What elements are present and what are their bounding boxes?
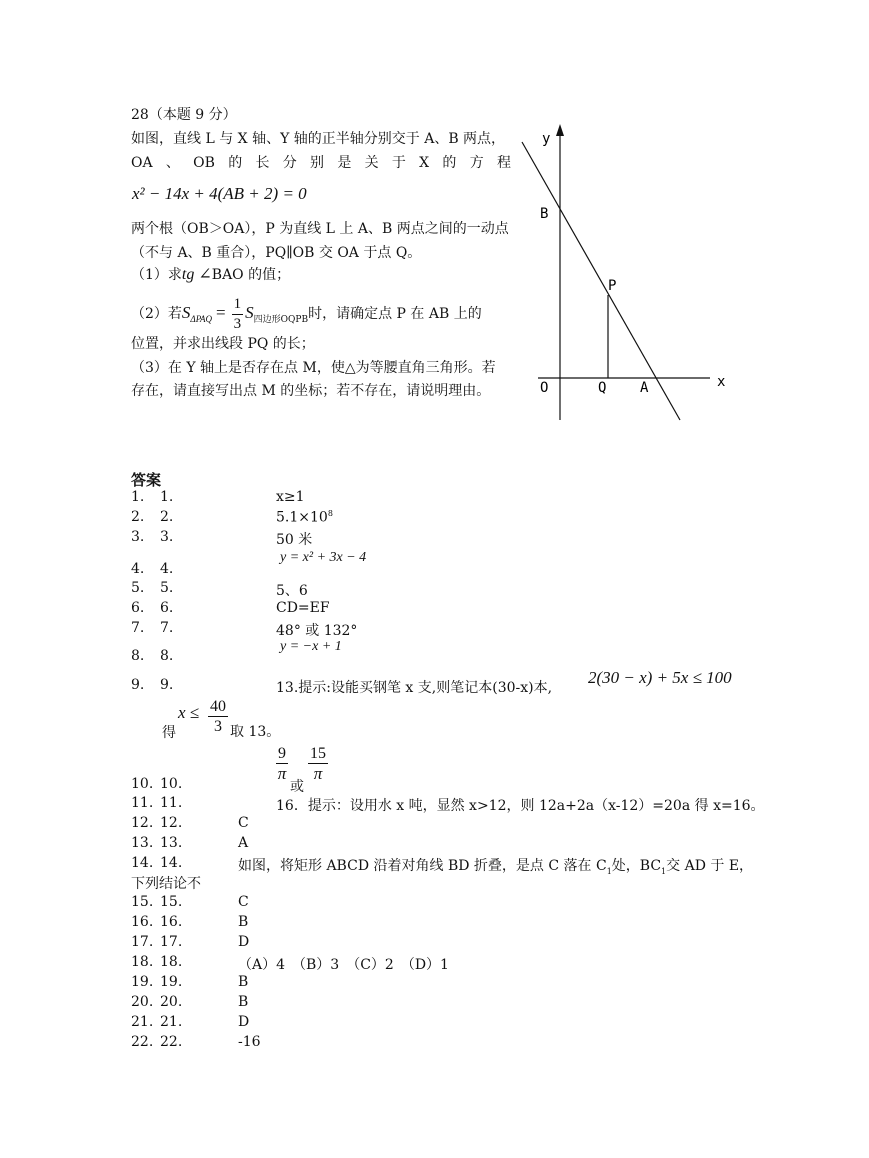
answer-14-continuation: 下列结论不	[131, 876, 201, 892]
word: 的	[228, 155, 243, 171]
label-b: B	[540, 206, 549, 222]
word: X	[419, 155, 430, 171]
answer-index: 14.	[160, 855, 183, 871]
q1-suffix: BAO 的值；	[211, 267, 291, 283]
answer-index: 10.	[160, 776, 183, 792]
answer-index: 13.	[160, 835, 183, 851]
word: 程	[496, 155, 511, 171]
answer-exponent: 8	[327, 509, 333, 518]
a14-text-1: 如图，将矩形 ABCD 沿着对角线 BD 折叠，是点 C 落在 C	[238, 858, 607, 874]
answer-index: 11.	[160, 795, 183, 811]
answer-number: 8.	[131, 648, 145, 664]
answer-value: 48° 或 132°	[276, 623, 358, 639]
question-2-line-2: 位置，并求出线段 PQ 的长；	[131, 336, 315, 352]
a9-le: ≤	[190, 703, 200, 722]
a9-frac-den: 3	[214, 718, 222, 735]
answer-row	[0, 744, 869, 794]
answer-number: 3.	[131, 529, 145, 545]
word: 别	[310, 155, 325, 171]
a10-frac2-num: 15	[310, 745, 326, 762]
a14-sub-1: 1	[606, 866, 612, 876]
q1-prefix: （1）求	[131, 267, 182, 283]
answer-row	[0, 894, 869, 914]
answer-row	[0, 550, 869, 577]
answer-row	[0, 1034, 869, 1054]
a10-frac2-den: π	[313, 764, 323, 783]
answer-index: 18.	[160, 954, 183, 970]
answer-number: 5.	[131, 580, 145, 596]
answer-number: 4.	[131, 561, 145, 577]
q2-frac-num: 1	[232, 295, 244, 315]
answer-number: 21.	[131, 1014, 154, 1030]
answer-index: 8.	[160, 648, 174, 664]
answer-index: 9.	[160, 677, 174, 693]
label-q: Q	[598, 380, 607, 396]
a9-var: x	[178, 703, 186, 722]
answer-value: 16．提示：设用水 x 吨，显然 x>12，则 12a+2a（x-12）=20a 得 x=16。	[276, 798, 765, 814]
word: 、	[165, 155, 180, 171]
answer-number: 12.	[131, 815, 154, 831]
answer-index: 6.	[160, 600, 174, 616]
question-2	[131, 294, 482, 339]
answer-row	[0, 489, 869, 509]
answer-index: 7.	[160, 620, 174, 636]
q2-fraction	[232, 295, 244, 334]
word: 于	[391, 155, 406, 171]
answer-value: 5、6	[276, 583, 308, 599]
answer-row	[0, 509, 869, 529]
answer-index: 19.	[160, 974, 183, 990]
word: 是	[337, 155, 352, 171]
a9-frac-num: 40	[210, 698, 226, 715]
a10-fraction-2	[308, 744, 328, 783]
answer-number: 22.	[131, 1034, 154, 1050]
answer-number: 11.	[131, 795, 154, 811]
answer-index: 12.	[160, 815, 183, 831]
label-o: O	[540, 380, 549, 396]
answer-value	[238, 855, 753, 876]
word: 分	[282, 155, 297, 171]
q2-suffix: 时，请确定点 P 在 AB 上的	[308, 306, 482, 322]
answer-index: 21.	[160, 1014, 183, 1030]
answer-9-continuation	[160, 697, 320, 741]
answer-row	[0, 529, 869, 549]
label-y: y	[542, 131, 551, 147]
question-3-line-2: 存在，请直接写出点 M 的坐标；若不存在，请说明理由。	[131, 383, 491, 399]
a10-frac1-den: π	[277, 764, 287, 783]
q2-area-paq-sub: ΔPAQ	[190, 313, 213, 324]
answer-row	[0, 580, 869, 600]
answer-number: 14.	[131, 855, 154, 871]
a14-text-3: 交 AD 于 E，	[666, 858, 754, 874]
answer-row	[0, 668, 869, 696]
q1-math: tg ∠	[181, 266, 212, 283]
word: OB	[193, 155, 215, 171]
answer-value: 50 米	[276, 532, 313, 548]
problem-line-2	[131, 153, 511, 173]
q2-frac-den: 3	[233, 315, 242, 332]
question-3-line-1: （3）在 Y 轴上是否存在点 M，使△为等腰直角三角形。若	[131, 360, 496, 376]
label-x: x	[717, 374, 726, 390]
problem-line-4: （不与 A、B 重合），PQ∥OB 交 OA 于点 Q。	[131, 245, 422, 261]
coordinate-figure	[520, 120, 740, 430]
answer-number: 9.	[131, 677, 145, 693]
answer-value: D	[238, 934, 250, 950]
y-axis-arrow	[556, 124, 564, 136]
word: 关	[364, 155, 379, 171]
answer-row	[0, 994, 869, 1014]
answer-number: 15.	[131, 894, 154, 910]
problem-header: 28（本题 9 分）	[131, 107, 237, 123]
answer-value: （A）4 （B）3 （C）2 （D）1	[238, 957, 449, 973]
q2-area-quad-sub: 四边形OQPB	[253, 314, 309, 325]
answer-number: 10.	[131, 776, 154, 792]
answer-value: B	[238, 914, 249, 930]
answer-value-text: 5.1×10	[276, 509, 328, 526]
answer-row	[0, 974, 869, 994]
answer-number: 16.	[131, 914, 154, 930]
question-1	[131, 265, 290, 285]
answer-value: CD=EF	[276, 600, 330, 616]
problem-equation: x² − 14x + 4(AB + 2) = 0	[132, 184, 307, 203]
answer-index: 16.	[160, 914, 183, 930]
answer-row	[0, 934, 869, 954]
a10-or: 或	[290, 779, 304, 795]
answer-number: 1.	[131, 489, 145, 505]
answer-row	[0, 620, 869, 640]
answer-index: 4.	[160, 561, 174, 577]
answer-row	[0, 815, 869, 835]
answer-row	[0, 855, 869, 875]
answer-value: C	[238, 894, 249, 910]
a10-frac1-num: 9	[278, 745, 286, 762]
answers-heading: 答案	[131, 471, 162, 489]
answer-row	[0, 640, 869, 664]
answer-row	[0, 1014, 869, 1034]
answer-value: C	[238, 815, 249, 831]
answer-number: 13.	[131, 835, 154, 851]
answer-value: D	[238, 1014, 250, 1030]
answer-number: 17.	[131, 934, 154, 950]
answer-inequality: 2(30 − x) + 5x ≤ 100	[588, 668, 732, 687]
a9-take: 取 13。	[230, 724, 281, 740]
a9-fraction	[208, 697, 228, 736]
a14-text-2: 处，BC	[611, 858, 662, 874]
answer-value: x≥1	[276, 489, 305, 505]
answer-number: 2.	[131, 509, 145, 525]
answer-index: 20.	[160, 994, 183, 1010]
answer-number: 19.	[131, 974, 154, 990]
q2-area-quad: S	[245, 303, 254, 322]
label-a: A	[640, 380, 649, 396]
answer-value: y = x² + 3x − 4	[280, 550, 367, 565]
word: OA	[131, 155, 153, 171]
q2-area-paq: S	[181, 303, 191, 322]
answer-value: 13.提示:设能买钢笔 x 支,则笔记本(30-x)本,	[276, 680, 553, 696]
answer-index: 5.	[160, 580, 174, 596]
answer-index: 1.	[160, 489, 174, 505]
answer-value	[276, 509, 333, 526]
answer-value: -16	[238, 1034, 261, 1050]
problem-line-3: 两个根（OB＞OA），P 为直线 L 上 A、B 两点之间的一动点	[131, 221, 509, 237]
answer-row	[0, 835, 869, 855]
problem-line-1: 如图，直线 L 与 X 轴、Y 轴的正半轴分别交于 A、B 两点，	[131, 131, 506, 147]
answer-index: 22.	[160, 1034, 183, 1050]
answer-number: 7.	[131, 620, 145, 636]
answer-value: B	[238, 994, 249, 1010]
answer-row	[0, 954, 869, 974]
answer-index: 17.	[160, 934, 183, 950]
answer-index: 2.	[160, 509, 174, 525]
word: 方	[469, 155, 484, 171]
answer-value: y = −x + 1	[280, 639, 342, 654]
answer-row	[0, 795, 869, 815]
a10-fraction-1	[276, 744, 288, 783]
answer-row	[0, 914, 869, 934]
q2-prefix: （2）若	[131, 306, 182, 322]
word: 的	[442, 155, 457, 171]
label-p: P	[608, 278, 617, 294]
word: 长	[255, 155, 270, 171]
answer-number: 6.	[131, 600, 145, 616]
a14-sub-2: 1	[661, 866, 667, 876]
a9-de: 得	[162, 726, 176, 741]
answer-value: B	[238, 974, 249, 990]
answer-row	[0, 600, 869, 620]
q2-equals: =	[216, 303, 226, 322]
answer-index: 15.	[160, 894, 183, 910]
answer-index: 3.	[160, 529, 174, 545]
answer-number: 18.	[131, 954, 154, 970]
answer-value: A	[238, 835, 249, 851]
answer-number: 20.	[131, 994, 154, 1010]
